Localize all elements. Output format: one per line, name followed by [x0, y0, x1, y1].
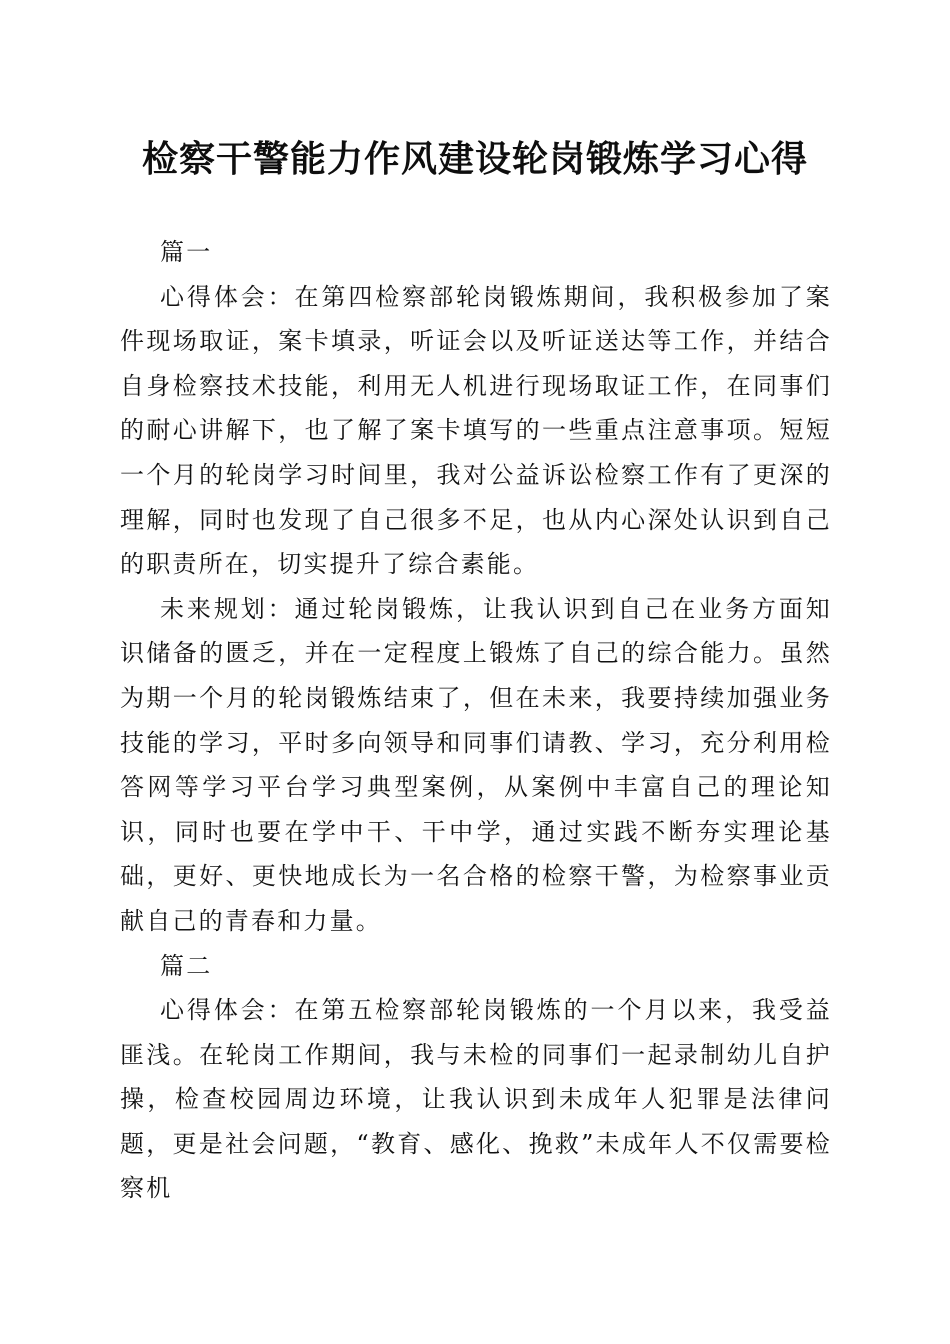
- document-body: [120, 230, 832, 1211]
- section-heading-1: 篇一: [160, 238, 213, 266]
- document-title: 检察干警能力作风建设轮岗锻炼学习心得: [141, 138, 808, 180]
- paragraph-reflection-1: 心得体会：在第四检察部轮岗锻炼期间，我积极参加了案件现场取证，案卡填录，听证会以及听证送达等工作，并结合自身检察技术技能，利用无人机进行现场取证工作，在同事们的耐心讲解下，也了解了案卡填写的一些重点注意事项。短短一个月的轮岗学习时间里，我对公益诉讼检察工作有了更深的理解，同时也发现了自己很多不足，也从内心深处认识到自己的职责所在，切实提升了综合素能。: [120, 282, 832, 579]
- paragraph-future-plan-1: 未来规划：通过轮岗锻炼，让我认识到自己在业务方面知识储备的匮乏，并在一定程度上锻炼了自己的综合能力。虽然为期一个月的轮岗锻炼结束了，但在未来，我要持续加强业务技能的学习，平时多向领导和同事们请教、学习，充分利用检答网等学习平台学习典型案例，从案例中丰富自己的理论知识，同时也要在学中干、干中学，通过实践不断夯实理论基础，更好、更快地成长为一名合格的检察干警，为检察事业贡献自己的青春和力量。: [120, 594, 832, 935]
- section-heading-2: 篇二: [160, 951, 213, 980]
- paragraph-reflection-2: 心得体会：在第五检察部轮岗锻炼的一个月以来，我受益匪浅。在轮岗工作期间，我与未检的同事们一起录制幼儿自护操，检查校园周边环境，让我认识到未成年人犯罪是法律问题，更是社会问题，“教育、感化、挽救”未成年人不仅需要检察机: [120, 996, 832, 1203]
